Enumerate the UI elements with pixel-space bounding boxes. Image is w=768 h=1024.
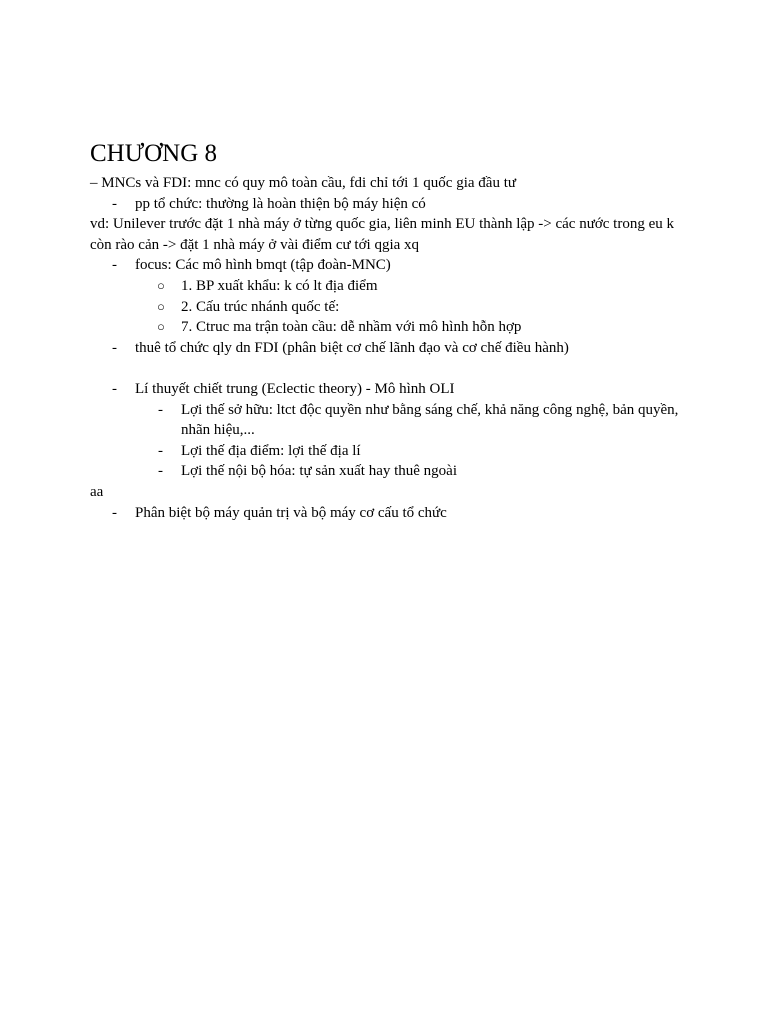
list-item-text: 7. Ctruc ma trận toàn cầu: dễ nhầm với mô hình hỗn hợp xyxy=(181,319,522,336)
sub-item-bp-xuat-khau xyxy=(90,276,690,297)
document-body xyxy=(90,138,690,523)
list-item-text: thuê tổ chức qly dn FDI (phân biệt cơ chế lãnh đạo và cơ chế điều hành) xyxy=(135,339,569,356)
list-item-text: Lợi thế nội bộ hóa: tự sản xuất hay thuê ngoài xyxy=(181,463,458,480)
list-item-text: Lí thuyết chiết trung (Eclectic theory) - Mô hình OLI xyxy=(135,380,455,397)
chapter-title: CHƯƠNG 8 xyxy=(90,140,218,167)
sub-item-loi-the-dia-diem xyxy=(90,441,690,462)
circle-bullet: ○ xyxy=(157,298,165,314)
dash-bullet: - xyxy=(112,339,117,356)
list-item-text: 1. BP xuất khẩu: k có lt địa điểm xyxy=(181,277,378,294)
sub-item-loi-the-noi-bo-hoa xyxy=(90,461,690,482)
list-item-text: Lợi thế địa điểm: lợi thế địa lí xyxy=(181,442,361,459)
list-item-text: focus: Các mô hình bmqt (tập đoàn-MNC) xyxy=(135,257,391,274)
dash-bullet: - xyxy=(112,195,117,212)
sub-item-cau-truc-nhanh xyxy=(90,297,690,318)
dash-bullet: - xyxy=(112,257,117,274)
list-item-text: 2. Cấu trúc nhánh quốc tế: xyxy=(181,298,340,315)
dash-bullet: - xyxy=(158,463,163,480)
list-item-text: Lợi thế sở hữu: ltct độc quyền như bằng sáng chế, khả năng công nghệ, bản quyền, nhãn hiệu,... xyxy=(181,401,679,439)
text-line-mnc-fdi: – MNCs và FDI: mnc có quy mô toàn cầu, fdi chỉ tới 1 quốc gia đầu tư xyxy=(90,175,516,191)
dash-bullet: - xyxy=(158,401,163,418)
list-item-text: pp tổ chức: thường là hoàn thiện bộ máy hiện có xyxy=(135,195,426,212)
list-item-thue-to-chuc xyxy=(90,338,690,359)
sub-item-loi-the-so-huu xyxy=(90,400,690,441)
dash-bullet: - xyxy=(112,504,117,521)
blank-line xyxy=(90,358,690,379)
text-line-unilever: vd: Unilever trước đặt 1 nhà máy ở từng quốc gia, liên minh EU thành lập -> các nước trong eu k còn rào cản -> đặt 1 nhà máy ở vài điểm cư tới qgia xq xyxy=(90,216,674,253)
sub-item-ctruc-ma-tran xyxy=(90,317,690,338)
list-item-focus xyxy=(90,255,690,276)
list-item-text: Phân biệt bộ máy quản trị và bộ máy cơ cấu tổ chức xyxy=(135,504,447,521)
dash-bullet: - xyxy=(112,380,117,397)
list-item-li-thuyet xyxy=(90,379,690,400)
circle-bullet: ○ xyxy=(157,277,165,293)
list-item-phan-biet xyxy=(90,503,690,524)
list-item-pp-to-chuc xyxy=(90,194,690,215)
circle-bullet: ○ xyxy=(157,319,165,335)
dash-bullet: - xyxy=(158,442,163,459)
text-line-aa: aa xyxy=(90,483,104,500)
